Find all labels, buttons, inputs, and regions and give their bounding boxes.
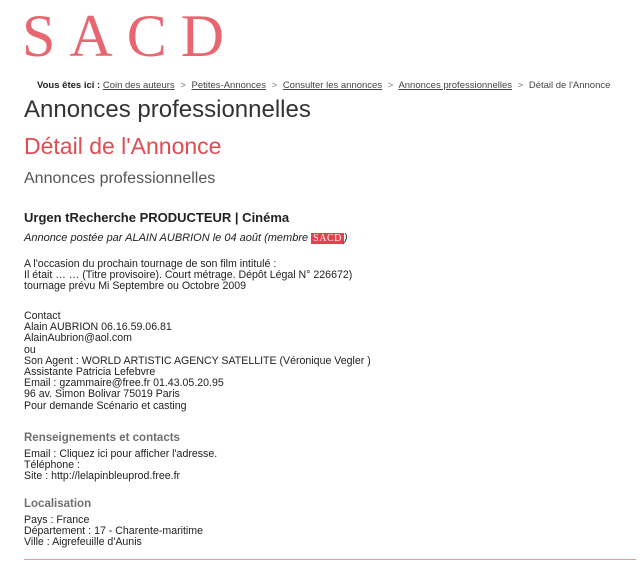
breadcrumb-separator: > <box>387 80 394 91</box>
breadcrumb-link-petites-annonces[interactable]: Petites-Annonces <box>191 80 266 91</box>
breadcrumb-link-consulter-les-annonces[interactable]: Consulter les annonces <box>282 80 383 91</box>
page-title: Annonces professionnelles <box>24 96 311 123</box>
pays-line: Pays : France <box>24 514 90 526</box>
contact-line: 96 av. Simon Bolivar 75019 Paris <box>24 388 180 401</box>
contact-line: AlainAubrion@aol.com <box>24 332 132 345</box>
breadcrumb-separator: > <box>271 80 278 91</box>
ad-contact <box>24 311 371 412</box>
renseignements-heading: Renseignements et contacts <box>24 432 180 444</box>
renseignements-list <box>24 449 217 483</box>
telephone-line: Téléphone : <box>24 459 80 472</box>
email-reveal-link[interactable]: Email : Cliquez ici pour afficher l'adresse. <box>24 448 218 460</box>
breadcrumb-separator: > <box>180 80 186 91</box>
ad-description <box>24 259 352 293</box>
section-title: Annonces professionnelles <box>24 170 216 187</box>
breadcrumb <box>37 80 610 91</box>
ad-title: Urgen tRecherche PRODUCTEUR | Cinéma <box>24 210 290 225</box>
footer-divider <box>24 559 636 560</box>
breadcrumb-link-coin-des-auteurs[interactable]: Coin des auteurs <box>102 80 175 91</box>
description-line: tournage prévu Mi Septembre ou Octobre 2009 <box>24 280 247 293</box>
breadcrumb-current: Détail de l'Annonce <box>528 80 611 91</box>
contact-line: Assistante Patricia Lefebvre <box>24 366 156 379</box>
description-line: Il était … … (Titre provisoire). Court métrage. Dépôt Légal N° 226672) <box>24 269 353 282</box>
contact-line: Son Agent : WORLD ARTISTIC AGENCY SATELLITE (Véronique Vegler ) <box>24 354 371 367</box>
site-link[interactable]: Site : http://lelapinbleuprod.free.fr <box>24 470 181 483</box>
ad-posted-by <box>24 232 348 244</box>
contact-line: Alain AUBRION 06.16.59.06.81 <box>24 321 172 334</box>
localisation-list <box>24 515 203 549</box>
sacd-logo: SACD <box>22 3 239 69</box>
ad-posted-suffix: ) <box>343 232 348 244</box>
contact-line: ou <box>24 343 36 356</box>
departement-line: Département : 17 - Charente-maritime <box>24 525 203 538</box>
breadcrumb-link-annonces-professionnelles[interactable]: Annonces professionnelles <box>398 80 512 91</box>
sacd-member-badge: SACD <box>313 233 342 244</box>
description-line: A l'occasion du prochain tournage de son film intitulé : <box>24 258 277 270</box>
contact-line: Email : gzammaire@free.fr 01.43.05.20.95 <box>24 377 224 390</box>
contact-line: Contact <box>24 310 61 322</box>
ville-line: Ville : Aigrefeuille d'Aunis <box>24 536 142 549</box>
breadcrumb-separator: > <box>517 80 524 91</box>
page-subtitle: Détail de l'Annonce <box>24 133 222 159</box>
localisation-heading: Localisation <box>24 498 92 510</box>
ad-posted-prefix: Annonce postée par ALAIN AUBRION le 04 août (membre <box>24 232 312 244</box>
breadcrumb-lead: Vous êtes ici : <box>37 80 101 91</box>
contact-line: Pour demande Scénario et casting <box>24 399 187 412</box>
